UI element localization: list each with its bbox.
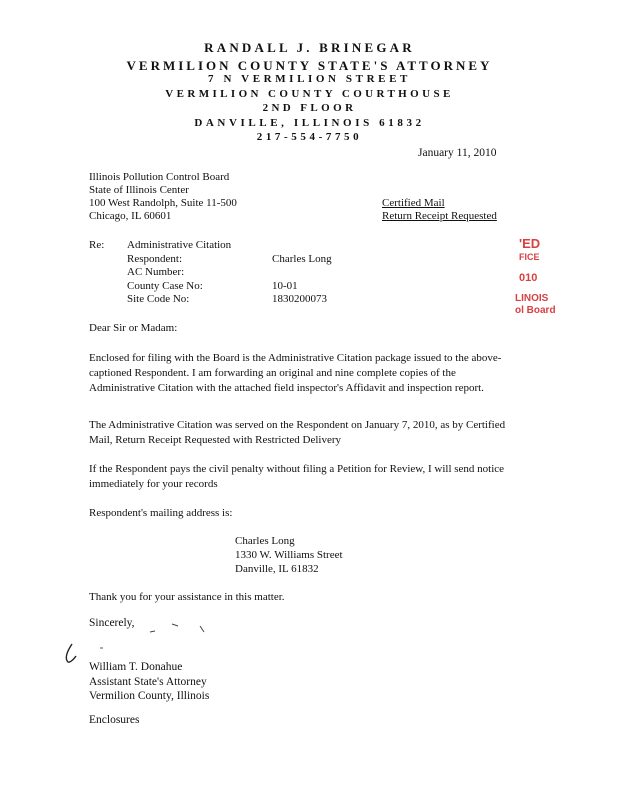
mailing-method: Certified Mail — [382, 197, 445, 209]
re-subject: Administrative Citation — [127, 239, 232, 251]
letterhead-street: 7 N VERMILION STREET — [208, 73, 411, 85]
closing-county: Vermilion County, Illinois — [89, 690, 210, 702]
body-paragraph-3: If the Respondent pays the civil penalty without filing a Petition for Review, I will send notice immediately for your records — [89, 463, 505, 490]
recipient-line2: State of Illinois Center — [89, 184, 189, 196]
letterhead-phone: 217-554-7750 — [256, 131, 363, 143]
re-county-case-value: 10-01 — [272, 280, 298, 292]
letterhead-name: RANDALL J. BRINEGAR — [204, 40, 415, 55]
closing-name: William T. Donahue — [89, 661, 183, 673]
re-respondent-value: Charles Long — [272, 253, 332, 265]
respondent-address-name: Charles Long — [235, 535, 295, 547]
body-paragraph-4: Respondent's mailing address is: — [89, 507, 233, 519]
recipient-line1: Illinois Pollution Control Board — [89, 171, 230, 183]
mailing-receipt: Return Receipt Requested — [382, 210, 497, 222]
re-ac-number-label: AC Number: — [127, 266, 185, 278]
received-stamp-line5: ol Board — [515, 305, 556, 316]
closing-sincerely: Sincerely, — [89, 617, 135, 629]
recipient-line4: Chicago, IL 60601 — [89, 210, 172, 222]
letterhead-office: VERMILION COUNTY STATE'S ATTORNEY — [126, 58, 493, 73]
letterhead-city: DANVILLE, ILLINOIS 61832 — [194, 117, 425, 129]
respondent-address-city: Danville, IL 61832 — [235, 563, 319, 575]
received-stamp-line2: FICE — [519, 252, 540, 262]
re-site-code-value: 1830200073 — [272, 293, 327, 305]
thanks-line: Thank you for your assistance in this matter. — [89, 591, 285, 603]
received-stamp-line4: LINOIS — [515, 293, 549, 304]
respondent-address-street: 1330 W. Williams Street — [235, 549, 343, 561]
body-paragraph-1: Enclosed for filing with the Board is the Administrative Citation package issued to the above-captioned Respondent. I am forwarding an original and nine complete copies of the Administrative Citation with the attached field inspector's Affidavit and inspection report. — [89, 352, 502, 394]
re-respondent-label: Respondent: — [127, 253, 182, 265]
body-paragraph-2: The Administrative Citation was served on the Respondent on January 7, 2010, as by Certified Mail, Return Receipt Requested with Restricted Delivery — [89, 419, 506, 446]
recipient-line3: 100 West Randolph, Suite 11-500 — [89, 197, 237, 209]
re-county-case-label: County Case No: — [127, 280, 203, 292]
re-label: Re: — [89, 239, 105, 251]
received-stamp-line1: 'ED — [519, 236, 541, 251]
re-site-code-label: Site Code No: — [127, 293, 190, 305]
closing-title: Assistant State's Attorney — [89, 676, 207, 688]
enclosures-line: Enclosures — [89, 714, 140, 726]
letterhead-floor: 2ND FLOOR — [262, 102, 357, 114]
received-stamp-line3: 010 — [519, 272, 538, 284]
letter-date: January 11, 2010 — [418, 147, 497, 159]
letterhead-building: VERMILION COUNTY COURTHOUSE — [165, 88, 454, 100]
salutation: Dear Sir or Madam: — [89, 322, 178, 334]
